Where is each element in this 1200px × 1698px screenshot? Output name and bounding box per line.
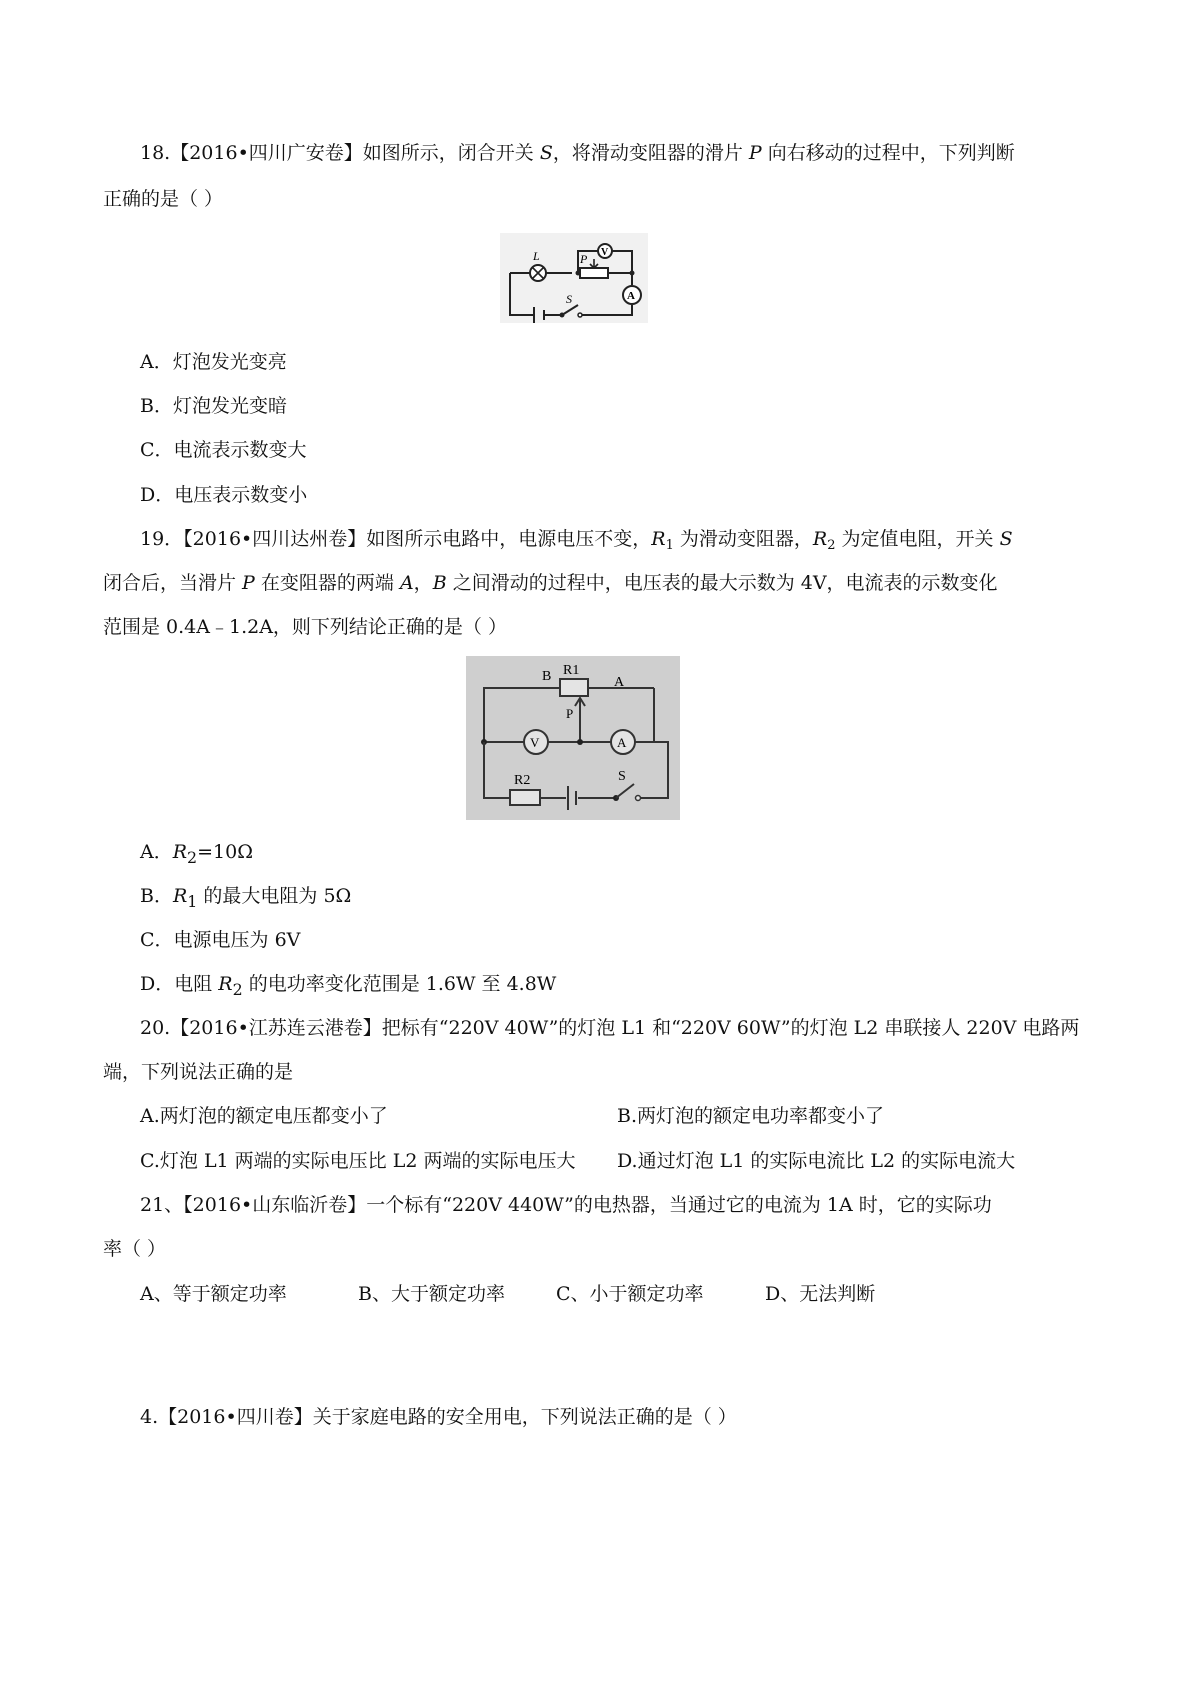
q18-option-c: C．电流表示数变大 (140, 439, 307, 461)
q19-r2-label: R2 (514, 773, 531, 788)
q19-end-b-label: B (542, 669, 552, 684)
q18-stem-line1: 18.【2016•四川广安卷】如图所示，闭合开关 S，将滑动变阻器的滑片 P 向右移动的过程中，下列判断 (140, 142, 1015, 164)
q18-switch-label: S (566, 292, 572, 306)
q18-option-a: A．灯泡发光变亮 (140, 351, 287, 373)
q19-switch-label: S (618, 769, 626, 784)
q19-circuit-diagram (466, 656, 680, 820)
q19-stem-line1: 19．【2016•四川达州卷】如图所示电路中，电源电压不变，$R_1$ 为滑动变阻器，$R_2$ 为定值电阻，开关 S (140, 528, 1013, 553)
q21-stem-line1: 21、【2016•山东临沂卷】一个标有“220V 440W”的电热器，当通过它的电流为 1A 时，它的实际功 (140, 1194, 992, 1216)
q20-option-a: A.两灯泡的额定电压都变小了 (140, 1105, 388, 1127)
q19-option-b: B．$R_1$ 的最大电阻为 5Ω (140, 885, 352, 911)
q18-option-b: B．灯泡发光变暗 (140, 395, 287, 417)
q18-option-d: D．电压表示数变小 (140, 484, 308, 506)
q18-lamp-label: L (533, 249, 540, 263)
q20-option-d: D.通过灯泡 L1 的实际电流比 L2 的实际电流大 (617, 1150, 1016, 1172)
q20-stem-line2: 端，下列说法正确的是 (103, 1061, 294, 1083)
q20-option-b: B.两灯泡的额定电功率都变小了 (617, 1105, 885, 1127)
q18-stem-line2: 正确的是（ ） (103, 188, 224, 210)
q4-stem-line1: 4.【2016•四川卷】关于家庭电路的安全用电，下列说法正确的是（ ） (140, 1406, 737, 1428)
r1-symbol (560, 679, 588, 696)
q19-stem-line3: 范围是 0.4A﹣1.2A，则下列结论正确的是（ ） (103, 616, 507, 638)
rheostat-symbol (580, 268, 608, 278)
q19-ammeter-label: A (617, 735, 627, 750)
q21-stem-line2: 率（ ） (103, 1238, 167, 1260)
q19-option-a: A．$R_2=10\Omega$ (140, 841, 253, 867)
q18-ammeter-label: A (627, 290, 635, 302)
q21-option-b: B、大于额定功率 (358, 1283, 505, 1305)
q19-end-a-label: A (614, 675, 625, 690)
q19-r1-label: R1 (563, 663, 580, 678)
q20-stem-line1: 20.【2016•江苏连云港卷】把标有“220V 40W”的灯泡 L1 和“220V 60W”的灯泡 L2 串联接人 220V 电路两 (140, 1017, 1080, 1039)
q20-option-c: C.灯泡 L1 两端的实际电压比 L2 两端的实际电压大 (140, 1150, 576, 1172)
q18-circuit-diagram (500, 233, 648, 323)
q19-stem-line2: 闭合后，当滑片 P 在变阻器的两端 A，B 之间滑动的过程中，电压表的最大示数为 4V，电流表的示数变化 (103, 572, 998, 594)
q19-option-d: D．电阻 $R_2$ 的电功率变化范围是 1.6W 至 4.8W (140, 973, 557, 999)
r2-symbol (510, 790, 540, 805)
q19-voltmeter-label: V (530, 735, 540, 750)
q18-voltmeter-label: V (601, 247, 609, 258)
q21-option-a: A、等于额定功率 (140, 1283, 287, 1305)
lamp-symbol (530, 265, 546, 281)
q21-option-d: D、无法判断 (765, 1283, 876, 1305)
q18-slider-label: P (580, 252, 588, 266)
q21-option-c: C、小于额定功率 (556, 1283, 704, 1305)
q19-slider-label: P (566, 706, 574, 721)
q19-option-c: C．电源电压为 6V (140, 929, 301, 951)
